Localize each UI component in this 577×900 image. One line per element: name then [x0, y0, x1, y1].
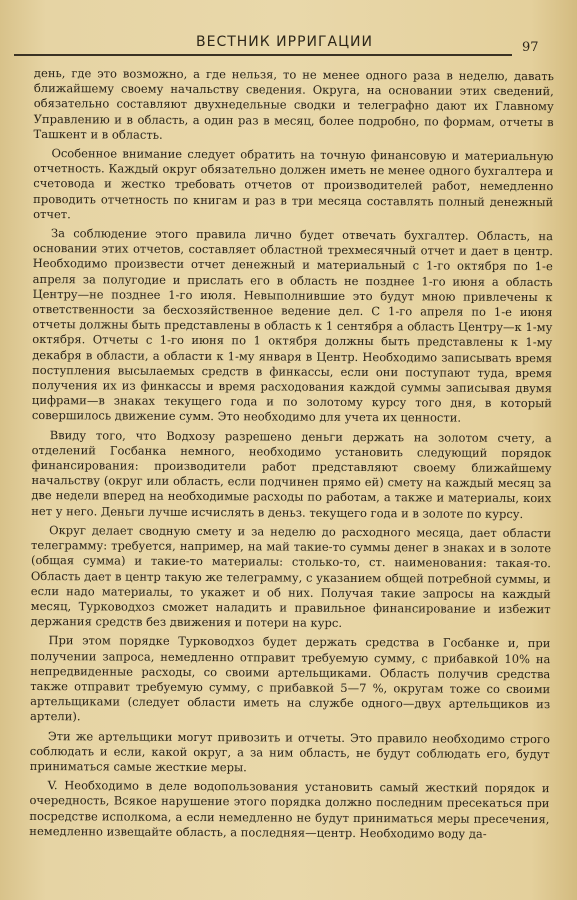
header-rule	[14, 54, 512, 56]
paragraph: день, где это возможно, а где нельзя, то не менее одного раза в неделю, давать ближайшему своему начальству сведения. Округа, на основании этих сведений, обязательно составляют двухнедельные сводки и телеграфно дают их Главному Управлению и в область, а один раз в месяц, более подробно, по формам, отчеты в Ташкент и в область.	[33, 66, 554, 142]
paragraph: При этом порядке Турководхоз будет держать средства в Госбанке и, при получении запроса, немедленно отправит требуемую сумму, с прибавкой 10% на непредвиденные расходы, со своими артельщиками. Область получив средства также отправит требуемую сумму, с прибавкой 5—7 %, округам тоже со своими артельщиками (следует области иметь на службе одного—двух артельщиков из артели).	[29, 633, 551, 724]
paragraph: V. Необходимо в деле водопользования установить самый жесткий порядок и очередность, Всякое нарушение этого порядка должно последним пресекаться при посредстве исполкома, а если немедленно не будут приниматься меры пресечения, немедленно извещайте область, а последняя—центр. Необходимо воду да-	[29, 778, 550, 841]
paragraph: Ввиду того, что Водхозу разрешено деньги держать на золотом счету, а отделений Госбанка немного, необходимо установить следующий порядок финансирования: производители работ представляют своему ближайшему начальству (округ или область, если подчинен прямо ей) смету на каждый месяц за две недели вперед на необходимые расходы по работам, а также и материалы, коих нет у него. Деньги лучше исчислять в деньз. текущего года и в золоте по курсу.	[31, 427, 552, 521]
article-body	[29, 66, 554, 846]
paragraph: За соблюдение этого правила лично будет отвечать бухгалтер. Область, на основании этих отчетов, составляет областной трехмесячный отчет и дает в центр. Необходимо произвести отчет денежный и материальный с 1-го октября по 1-е апреля за полугодие и прислать его в область не позднее 1-го июня а область Центру—не позднее 1-го июля. Невыполнившие это будут мною привлечены к ответственности за бесхозяйственное ведение дел. С 1-го апреля по 1-е июня отчеты должны быть представлены в область к 1 сентября а область Центру—к 1-му октября. Отчеты с 1-го июня по 1 октября должны быть представлены к 1-му декабря в области, а области к 1-му января в Центр. Необходимо записывать время поступления высылаемых средств в финкассы, если они поступают туда, время получения их из финкассы и время расходования каждой суммы записывая двумя цифрами—в знаках текущего года и по золотому курсу того дня, в который совершилось движение сумм. Это необходимо для учета их ценности.	[31, 226, 554, 426]
paragraph: Особенное внимание следует обратить на точную финансовую и материальную отчетность. Каждый округ обязательно должен иметь не менее одного бухгалтера и счетовода и жестко требовать отчетов от производителей работ, немедленно проводить отчетность по книгам и раз в три месяца составлять полный денежный отчет.	[33, 146, 554, 222]
page-number: 97	[522, 40, 539, 55]
paragraph: Округ делает сводную смету и за неделю до расходного месяца, дает области телеграмму: требуется, например, на май такие-то суммы денег в знаках и в золоте (общая сумма) и такие-то материалы: столько-то, ст. наименования: такая-то. Область дает в центр такую же телеграмму, с указанием общей потребной суммы, и если надо материалы, то укажет и об них. Получая такие запросы на каждый месяц, Турководхоз сможет наладить и правильное финансирование и избежит держания средств без движения и потери на курс.	[30, 522, 552, 631]
running-header	[0, 28, 577, 58]
paragraph: Эти же артельщики могут привозить и отчеты. Это правило необходимо строго соблюдать и если, какой округ, а за ним область, не будут соблюдать его, будут приниматься самые жесткие меры.	[29, 728, 550, 775]
journal-title: ВЕСТНИК ИРРИГАЦИИ	[196, 34, 373, 50]
